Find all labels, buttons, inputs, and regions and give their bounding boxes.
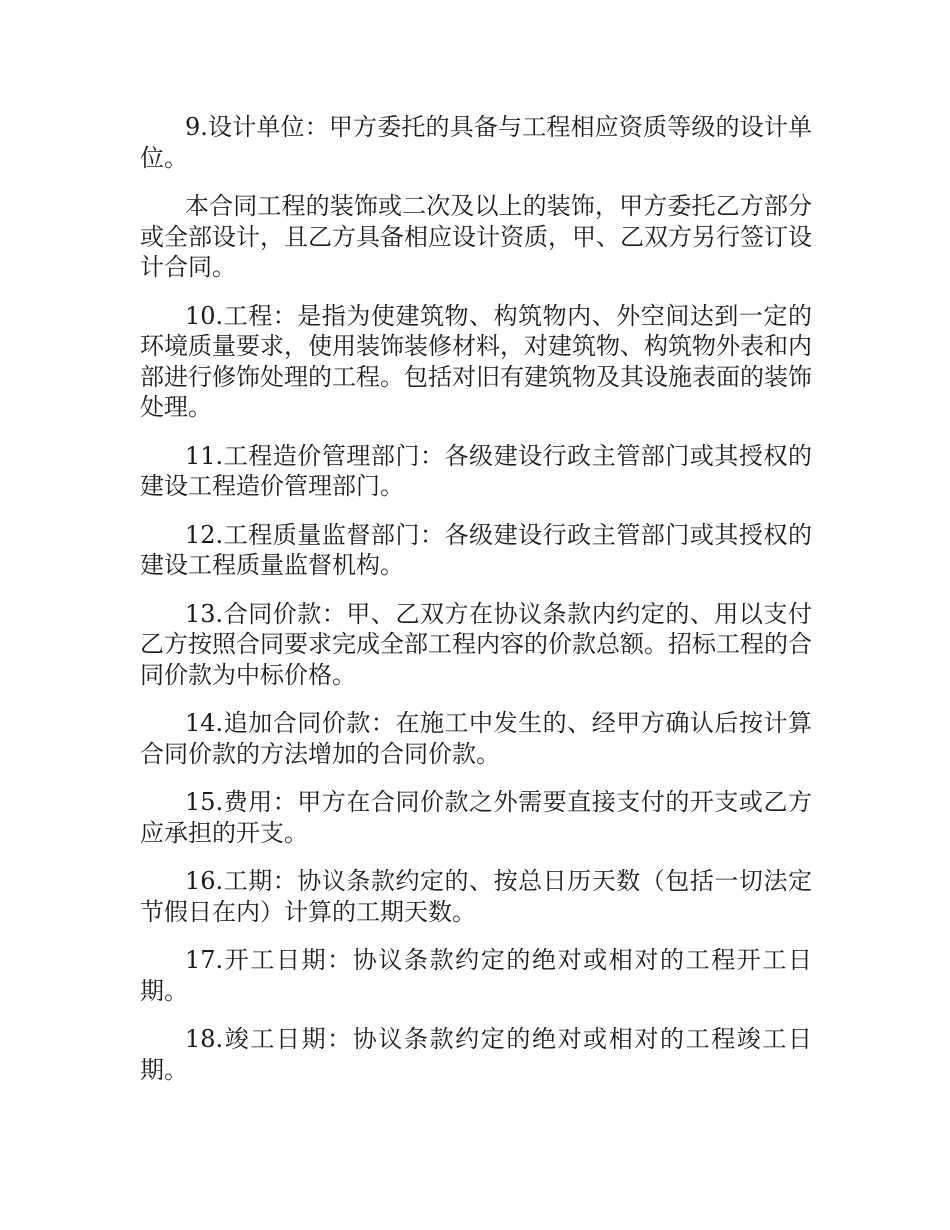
clause-13-contract-price: 13.合同价款：甲、乙双方在协议条款内约定的、用以支付乙方按照合同要求完成全部工程内容的价款总额。招标工程的合同价款为中标价格。 <box>140 599 812 689</box>
clause-11-cost-management: 11.工程造价管理部门：各级建设行政主管部门或其授权的建设工程造价管理部门。 <box>140 441 812 500</box>
clause-18-completion-date: 18.竣工日期：协议条款约定的绝对或相对的工程竣工日期。 <box>140 1025 812 1084</box>
clause-16-duration: 16.工期：协议条款约定的、按总日历天数（包括一切法定节假日在内）计算的工期天数。 <box>140 867 812 926</box>
clause-14-additional-price: 14.追加合同价款：在施工中发生的、经甲方确认后按计算合同价款的方法增加的合同价款。 <box>140 709 812 768</box>
clause-9-design-unit: 9.设计单位：甲方委托的具备与工程相应资质等级的设计单位。 <box>140 113 812 172</box>
clause-10-project: 10.工程：是指为使建筑物、构筑物内、外空间达到一定的环境质量要求，使用装饰装修材料，对建筑物、构筑物外表和内部进行修饰处理的工程。包括对旧有建筑物及其设施表面的装饰处理。 <box>140 301 812 421</box>
clause-17-start-date: 17.开工日期：协议条款约定的绝对或相对的工程开工日期。 <box>140 946 812 1005</box>
clause-design-contract-note: 本合同工程的装饰或二次及以上的装饰，甲方委托乙方部分或全部设计，且乙方具备相应设计资质，甲、乙双方另行签订设计合同。 <box>140 192 812 281</box>
clause-15-expenses: 15.费用：甲方在合同价款之外需要直接支付的开支或乙方应承担的开支。 <box>140 788 812 847</box>
document-page <box>140 112 812 1103</box>
clause-12-quality-supervision: 12.工程质量监督部门：各级建设行政主管部门或其授权的建设工程质量监督机构。 <box>140 520 812 579</box>
